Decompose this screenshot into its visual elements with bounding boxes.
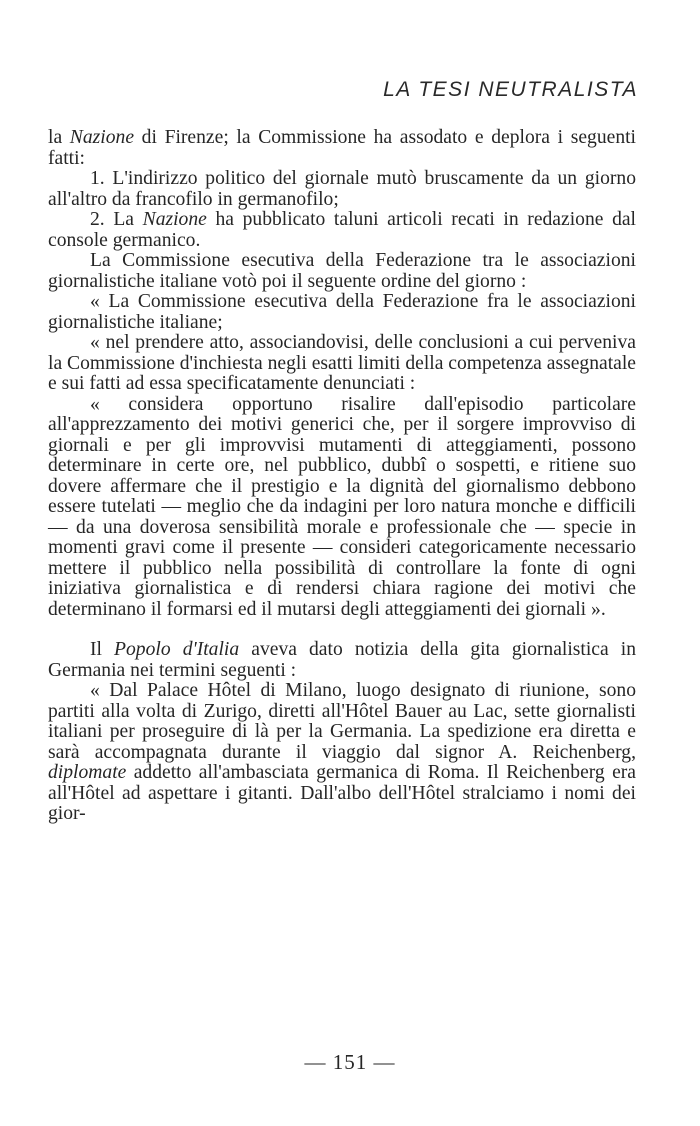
paragraph: « nel prendere atto, associandovisi, delle conclusioni a cui perveniva la Commissione d'inchiesta negli esatti limiti della competenza assegnatale e sui fatti ad essa specificatamente denunciati : — [48, 332, 636, 394]
paragraph: La Commissione esecutiva della Federazione tra le associazioni giornalistiche italiane votò poi il seguente ordine del giorno : — [48, 250, 636, 292]
paragraph: « Dal Palace Hôtel di Milano, luogo designato di riunione, sono partiti alla volta di Zurigo, diretti all'Hôtel Bauer au Lac, sette giornalisti italiani per proseguire di là per la Germania. La spedizione era diretta e sarà accompagnata durante il viaggio dal signor A. Reichenberg, diplomate addetto all'ambasciata germanica di Roma. Il Reichenberg era all'Hôtel ad aspettare i gitanti. Dall'albo dell'Hôtel stralciamo i nomi dei gior- — [48, 680, 636, 824]
paragraph: Il Popolo d'Italia aveva dato notizia della gita giornalistica in Germania nei termini seguenti : — [48, 639, 636, 681]
body-text — [48, 128, 636, 825]
paragraph: 2. La Nazione ha pubblicato taluni articoli recati in redazione dal console germanico. — [48, 209, 636, 251]
running-title: LA TESI NEUTRALISTA — [383, 78, 638, 101]
paragraph: la Nazione di Firenze; la Commissione ha assodato e deplora i seguenti fatti: — [48, 127, 637, 169]
paragraph: « La Commissione esecutiva della Federazione fra le associazioni giornalistiche italiane; — [48, 291, 636, 333]
paragraph: « considera opportuno risalire dall'episodio particolare all'apprezzamento dei motivi generici che, per il sorgere improvviso di giornali e per gli improvvisi mutamenti di atteggiamenti, possono determinare in certe ore, nel pubblico, dubbî o sospetti, e ritiene suo dovere affermare che il prestigio e la dignità del giornalismo debbono essere tutelati — meglio che da indagini per loro natura monche e difficili — da una doverosa sensibilità morale e professionale che — specie in momenti gravi come il presente — consideri categoricamente necessario mettere il pubblico nella possibilità di controllare la fonte di ogni iniziativa giornalistica e di rendersi chiara ragione dei motivi che determinano il formarsi ed il mutarsi degli atteggiamenti dei giornali ». — [48, 393, 636, 620]
page-number: — 151 — — [304, 1050, 396, 1074]
paragraph: 1. L'indirizzo politico del giornale mutò bruscamente da un giorno all'altro da francofilo in germanofilo; — [48, 168, 636, 210]
